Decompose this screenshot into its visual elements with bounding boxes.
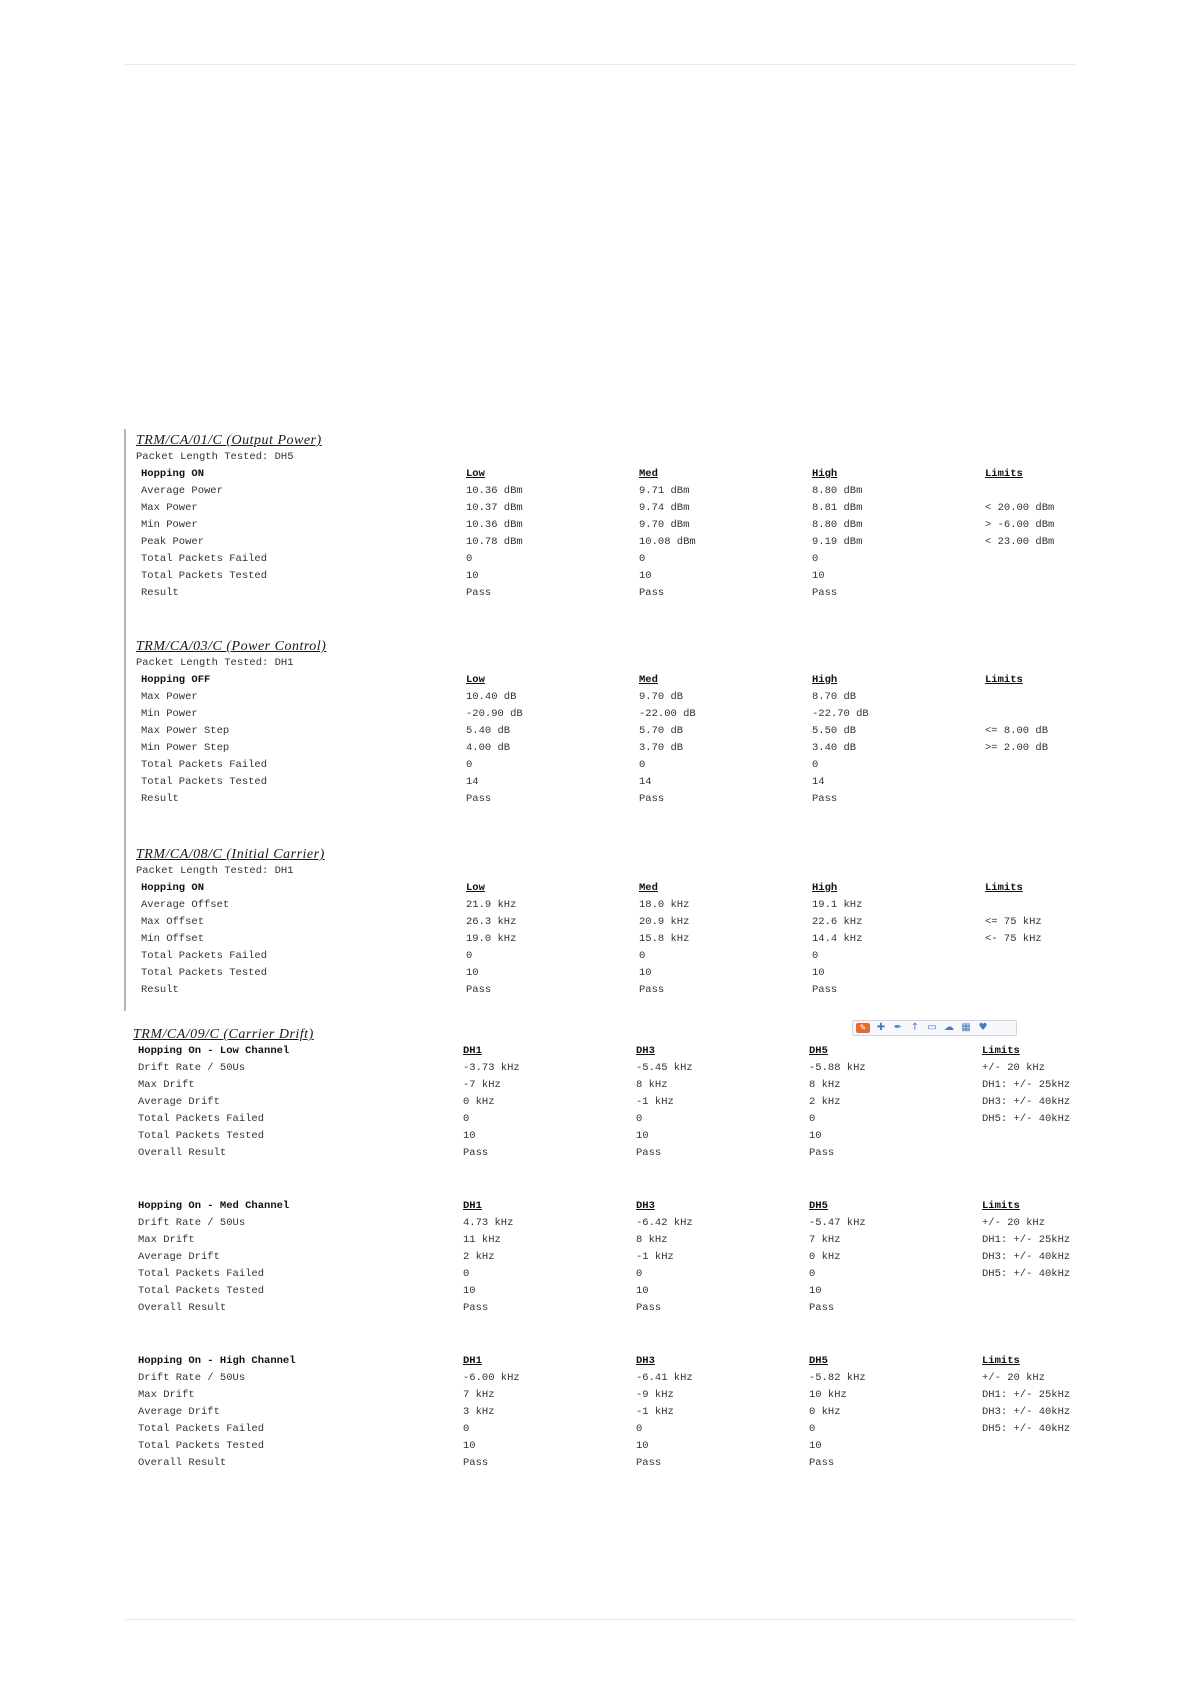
cell-value: -3.73 kHz <box>463 1062 520 1074</box>
cell-value: 8.80 dBm <box>812 485 863 497</box>
cell-value: +/- 20 kHz <box>982 1217 1046 1229</box>
cell-value: 10 <box>463 1130 476 1142</box>
row-label: Average Drift <box>138 1406 220 1418</box>
cell-value: 0 <box>636 1113 643 1125</box>
column-header: DH5 <box>809 1200 828 1212</box>
cell-value: DH3: +/- 40kHz <box>982 1096 1071 1108</box>
cell-value: 5.70 dB <box>639 725 684 737</box>
cell-value: 7 kHz <box>809 1234 841 1246</box>
heart-icon[interactable]: ♥ <box>978 1022 988 1033</box>
cell-value: Pass <box>812 793 838 805</box>
cell-value: 0 <box>636 1423 643 1435</box>
cell-value: 10 <box>809 1285 822 1297</box>
top-rule <box>125 64 1075 65</box>
cell-value: -1 kHz <box>636 1096 674 1108</box>
cell-value: 0 <box>466 553 473 565</box>
cell-value: < 23.00 dBm <box>985 536 1055 548</box>
row-label: Total Packets Tested <box>138 1440 265 1452</box>
cell-value: Pass <box>809 1302 835 1314</box>
cell-value: 10 <box>809 1440 822 1452</box>
row-label: Max Drift <box>138 1079 195 1091</box>
cell-value: 8.80 dBm <box>812 519 863 531</box>
row-label: Max Power <box>141 502 198 514</box>
row-label: Peak Power <box>141 536 205 548</box>
cell-value: 8.81 dBm <box>812 502 863 514</box>
table-row <box>133 1249 1073 1266</box>
cell-value: 10 <box>463 1440 476 1452</box>
cell-value: 10.78 dBm <box>466 536 523 548</box>
cell-value: 14 <box>639 776 652 788</box>
cell-value: 26.3 kHz <box>466 916 517 928</box>
cell-value: 10 <box>639 570 652 582</box>
cell-value: -5.45 kHz <box>636 1062 693 1074</box>
cell-value: Pass <box>466 587 492 599</box>
column-header: DH3 <box>636 1355 655 1367</box>
cell-value: 8.70 dB <box>812 691 857 703</box>
cell-value: 0 <box>809 1423 816 1435</box>
row-label: Overall Result <box>138 1302 227 1314</box>
cell-value: 18.0 kHz <box>639 899 690 911</box>
cell-value: 0 <box>812 553 819 565</box>
cell-value: -5.88 kHz <box>809 1062 866 1074</box>
cell-value: 0 kHz <box>463 1096 495 1108</box>
table-header-row <box>136 672 1076 689</box>
column-header: Hopping ON <box>141 468 205 480</box>
cell-value: 10.36 dBm <box>466 519 523 531</box>
table-row <box>136 740 1076 757</box>
cell-value: Pass <box>636 1302 662 1314</box>
cell-value: DH1: +/- 25kHz <box>982 1079 1071 1091</box>
cell-value: 8 kHz <box>636 1234 668 1246</box>
table-header-row <box>133 1353 1073 1370</box>
cell-value: 10 <box>812 570 825 582</box>
section-title: TRM/CA/08/C (Initial Carrier) <box>136 847 325 862</box>
cell-value: 3 kHz <box>463 1406 495 1418</box>
column-header: DH3 <box>636 1200 655 1212</box>
column-header: DH1 <box>463 1200 482 1212</box>
cell-value: 15.8 kHz <box>639 933 690 945</box>
cell-value: 0 kHz <box>809 1251 841 1263</box>
table-row <box>133 1370 1073 1387</box>
section-title: TRM/CA/09/C (Carrier Drift) <box>133 1027 314 1042</box>
cell-value: Pass <box>463 1457 489 1469</box>
column-header: Hopping On - Med Channel <box>138 1200 290 1212</box>
cell-value: +/- 20 kHz <box>982 1372 1046 1384</box>
row-label: Total Packets Tested <box>141 967 268 979</box>
section-carrier-drift <box>133 1026 1073 1472</box>
margin-bar <box>124 429 126 1011</box>
cell-value: 14 <box>466 776 479 788</box>
table-row <box>136 931 1076 948</box>
cell-value: <= 8.00 dB <box>985 725 1049 737</box>
cell-value: 2 kHz <box>809 1096 841 1108</box>
cell-value: 9.74 dBm <box>639 502 690 514</box>
cell-value: -20.90 dB <box>466 708 523 720</box>
cell-value: 5.40 dB <box>466 725 511 737</box>
cell-value: 10.08 dBm <box>639 536 696 548</box>
cell-value: Pass <box>639 793 665 805</box>
cell-value: 3.70 dB <box>639 742 684 754</box>
row-label: Overall Result <box>138 1457 227 1469</box>
cell-value: 19.0 kHz <box>466 933 517 945</box>
cell-value: -1 kHz <box>636 1251 674 1263</box>
row-label: Total Packets Failed <box>141 950 268 962</box>
cell-value: 0 <box>639 553 646 565</box>
cell-value: DH5: +/- 40kHz <box>982 1423 1071 1435</box>
table-header-row <box>133 1043 1073 1060</box>
cell-value: 0 <box>466 950 473 962</box>
cell-value: 8 kHz <box>809 1079 841 1091</box>
cell-value: DH3: +/- 40kHz <box>982 1251 1071 1263</box>
drift-group-med <box>133 1198 1073 1317</box>
cell-value: <- 75 kHz <box>985 933 1042 945</box>
row-label: Average Drift <box>138 1251 220 1263</box>
row-label: Average Drift <box>138 1096 220 1108</box>
cell-value: 5.50 dB <box>812 725 857 737</box>
column-header: High <box>812 674 838 686</box>
cell-value: 10.37 dBm <box>466 502 523 514</box>
cell-value: 8 kHz <box>636 1079 668 1091</box>
table-row <box>133 1387 1073 1404</box>
cell-value: 10 <box>466 967 479 979</box>
cell-value: 11 kHz <box>463 1234 501 1246</box>
column-header: Limits <box>985 674 1023 686</box>
cell-value: 20.9 kHz <box>639 916 690 928</box>
cell-value: 14.4 kHz <box>812 933 863 945</box>
cell-value: 10 kHz <box>809 1389 847 1401</box>
table-row <box>136 723 1076 740</box>
row-label: Result <box>141 793 179 805</box>
cell-value: -5.47 kHz <box>809 1217 866 1229</box>
row-label: Min Power <box>141 519 198 531</box>
cell-value: -22.00 dB <box>639 708 696 720</box>
table-row <box>133 1060 1073 1077</box>
table-row <box>136 568 1076 585</box>
cell-value: -6.41 kHz <box>636 1372 693 1384</box>
bottom-rule <box>125 1619 1075 1620</box>
cell-value: Pass <box>636 1147 662 1159</box>
cell-value: 9.70 dBm <box>639 519 690 531</box>
section-output-power <box>136 432 1076 602</box>
table-row <box>136 517 1076 534</box>
column-header: High <box>812 468 838 480</box>
results-table <box>136 672 1076 808</box>
row-label: Max Drift <box>138 1389 195 1401</box>
row-label: Drift Rate / 50Us <box>138 1217 246 1229</box>
table-row <box>136 483 1076 500</box>
cell-value: 0 <box>639 759 646 771</box>
cell-value: 10 <box>812 967 825 979</box>
row-label: Drift Rate / 50Us <box>138 1372 246 1384</box>
table-row <box>136 897 1076 914</box>
cell-value: Pass <box>812 587 838 599</box>
row-label: Average Power <box>141 485 223 497</box>
table-row <box>136 914 1076 931</box>
row-label: Total Packets Failed <box>141 553 268 565</box>
cell-value: -7 kHz <box>463 1079 501 1091</box>
cell-value: -22.70 dB <box>812 708 869 720</box>
cell-value: < 20.00 dBm <box>985 502 1055 514</box>
cell-value: 9.19 dBm <box>812 536 863 548</box>
cell-value: 0 <box>812 759 819 771</box>
table-row <box>133 1077 1073 1094</box>
grid-icon[interactable]: ▦ <box>961 1022 971 1033</box>
section-initial-carrier <box>136 846 1076 999</box>
row-label: Total Packets Failed <box>138 1268 265 1280</box>
cell-value: Pass <box>636 1457 662 1469</box>
cell-value: 10 <box>809 1130 822 1142</box>
results-table <box>136 880 1076 999</box>
row-label: Overall Result <box>138 1147 227 1159</box>
arrow-icon[interactable]: ↑ <box>910 1022 920 1033</box>
cell-value: 4.00 dB <box>466 742 511 754</box>
row-label: Min Power Step <box>141 742 230 754</box>
table-row <box>133 1111 1073 1128</box>
column-header: DH1 <box>463 1355 482 1367</box>
column-header: DH3 <box>636 1045 655 1057</box>
row-label: Max Offset <box>141 916 205 928</box>
cell-value: 0 kHz <box>809 1406 841 1418</box>
table-row <box>133 1421 1073 1438</box>
cell-value: Pass <box>639 587 665 599</box>
column-header: Med <box>639 674 658 686</box>
cell-value: Pass <box>809 1457 835 1469</box>
column-header: Hopping OFF <box>141 674 211 686</box>
section-power-control <box>136 638 1076 808</box>
cell-value: Pass <box>466 984 492 996</box>
cell-value: <= 75 kHz <box>985 916 1042 928</box>
column-header: Hopping ON <box>141 882 205 894</box>
cell-value: 9.70 dB <box>639 691 684 703</box>
row-label: Max Power <box>141 691 198 703</box>
column-header: Limits <box>982 1200 1020 1212</box>
drift-group-high <box>133 1353 1073 1472</box>
row-label: Drift Rate / 50Us <box>138 1062 246 1074</box>
column-header: Hopping On - Low Channel <box>138 1045 290 1057</box>
cell-value: 0 <box>809 1268 816 1280</box>
cell-value: 14 <box>812 776 825 788</box>
cell-value: 22.6 kHz <box>812 916 863 928</box>
table-row <box>136 791 1076 808</box>
cell-value: Pass <box>466 793 492 805</box>
cell-value: 10 <box>636 1130 649 1142</box>
column-header: Hopping On - High Channel <box>138 1355 296 1367</box>
table-row <box>136 982 1076 999</box>
section-title: TRM/CA/03/C (Power Control) <box>136 639 327 654</box>
pin-icon[interactable]: ✚ <box>876 1022 886 1033</box>
column-header: Limits <box>985 468 1023 480</box>
cell-value: 0 <box>812 950 819 962</box>
cell-value: 0 <box>809 1113 816 1125</box>
table-header-row <box>136 466 1076 483</box>
row-label: Result <box>141 587 179 599</box>
cell-value: 0 <box>466 759 473 771</box>
cell-value: -6.42 kHz <box>636 1217 693 1229</box>
cell-value: 4.73 kHz <box>463 1217 514 1229</box>
cell-value: Pass <box>463 1302 489 1314</box>
row-label: Total Packets Failed <box>138 1113 265 1125</box>
table-row <box>133 1300 1073 1317</box>
row-label: Total Packets Tested <box>141 776 268 788</box>
cell-value: -6.00 kHz <box>463 1372 520 1384</box>
table-row <box>136 551 1076 568</box>
row-label: Total Packets Tested <box>141 570 268 582</box>
table-row <box>136 706 1076 723</box>
packet-length: Packet Length Tested: DH1 <box>136 657 294 669</box>
cell-value: 0 <box>639 950 646 962</box>
cell-value: -5.82 kHz <box>809 1372 866 1384</box>
column-header: Low <box>466 674 485 686</box>
cell-value: DH3: +/- 40kHz <box>982 1406 1071 1418</box>
table-row <box>136 534 1076 551</box>
cell-value: 0 <box>463 1113 470 1125</box>
cell-value: 10.36 dBm <box>466 485 523 497</box>
cell-value: 9.71 dBm <box>639 485 690 497</box>
cell-value: Pass <box>463 1147 489 1159</box>
column-header: Limits <box>982 1045 1020 1057</box>
column-header: DH5 <box>809 1355 828 1367</box>
row-label: Total Packets Failed <box>141 759 268 771</box>
cell-value: >= 2.00 dB <box>985 742 1049 754</box>
row-label: Average Offset <box>141 899 230 911</box>
results-table <box>136 466 1076 602</box>
row-label: Total Packets Failed <box>138 1423 265 1435</box>
table-row <box>133 1438 1073 1455</box>
cell-value: > -6.00 dBm <box>985 519 1055 531</box>
cell-value: Pass <box>809 1147 835 1159</box>
cell-value: DH5: +/- 40kHz <box>982 1268 1071 1280</box>
cell-value: 0 <box>463 1268 470 1280</box>
table-row <box>136 965 1076 982</box>
cell-value: 10 <box>463 1285 476 1297</box>
row-label: Max Drift <box>138 1234 195 1246</box>
cell-value: 10 <box>636 1440 649 1452</box>
cell-value: DH5: +/- 40kHz <box>982 1113 1071 1125</box>
cell-value: 10 <box>639 967 652 979</box>
table-row <box>133 1232 1073 1249</box>
column-header: DH1 <box>463 1045 482 1057</box>
row-label: Min Offset <box>141 933 205 945</box>
cell-value: -1 kHz <box>636 1406 674 1418</box>
cell-value: 19.1 kHz <box>812 899 863 911</box>
column-header: Limits <box>985 882 1023 894</box>
drift-group-low <box>133 1043 1073 1162</box>
row-label: Total Packets Tested <box>138 1130 265 1142</box>
row-label: Total Packets Tested <box>138 1285 265 1297</box>
table-row <box>136 689 1076 706</box>
column-header: Low <box>466 882 485 894</box>
column-header: DH5 <box>809 1045 828 1057</box>
cell-value: Pass <box>812 984 838 996</box>
cell-value: DH1: +/- 25kHz <box>982 1234 1071 1246</box>
table-row <box>136 757 1076 774</box>
cloud-icon[interactable]: ☁ <box>944 1022 954 1033</box>
cell-value: 10 <box>466 570 479 582</box>
cell-value: 0 <box>463 1423 470 1435</box>
cell-value: 7 kHz <box>463 1389 495 1401</box>
table-row <box>136 585 1076 602</box>
cell-value: DH1: +/- 25kHz <box>982 1389 1071 1401</box>
cell-value: 21.9 kHz <box>466 899 517 911</box>
packet-length: Packet Length Tested: DH1 <box>136 865 294 877</box>
column-header: High <box>812 882 838 894</box>
logo-icon[interactable]: ✎ <box>856 1023 870 1033</box>
packet-length: Packet Length Tested: DH5 <box>136 451 294 463</box>
cell-value: 10.40 dB <box>466 691 517 703</box>
cell-value: 0 <box>636 1268 643 1280</box>
table-row <box>133 1145 1073 1162</box>
table-row <box>136 948 1076 965</box>
table-row <box>133 1266 1073 1283</box>
row-label: Result <box>141 984 179 996</box>
column-header: Med <box>639 468 658 480</box>
row-label: Max Power Step <box>141 725 230 737</box>
row-label: Min Power <box>141 708 198 720</box>
table-header-row <box>133 1198 1073 1215</box>
cell-value: -9 kHz <box>636 1389 674 1401</box>
cell-value: Pass <box>639 984 665 996</box>
table-row <box>133 1283 1073 1300</box>
cell-value: 10 <box>636 1285 649 1297</box>
table-row <box>133 1215 1073 1232</box>
box-icon[interactable]: ▭ <box>927 1022 937 1033</box>
table-row <box>133 1404 1073 1421</box>
table-row <box>136 500 1076 517</box>
cell-value: 3.40 dB <box>812 742 857 754</box>
cell-value: 2 kHz <box>463 1251 495 1263</box>
table-row <box>133 1455 1073 1472</box>
column-header: Limits <box>982 1355 1020 1367</box>
table-row <box>133 1128 1073 1145</box>
table-row <box>136 774 1076 791</box>
pen-icon[interactable]: ✒ <box>893 1022 903 1033</box>
cell-value: +/- 20 kHz <box>982 1062 1046 1074</box>
table-row <box>133 1094 1073 1111</box>
section-title: TRM/CA/01/C (Output Power) <box>136 433 322 448</box>
column-header: Med <box>639 882 658 894</box>
table-header-row <box>136 880 1076 897</box>
column-header: Low <box>466 468 485 480</box>
